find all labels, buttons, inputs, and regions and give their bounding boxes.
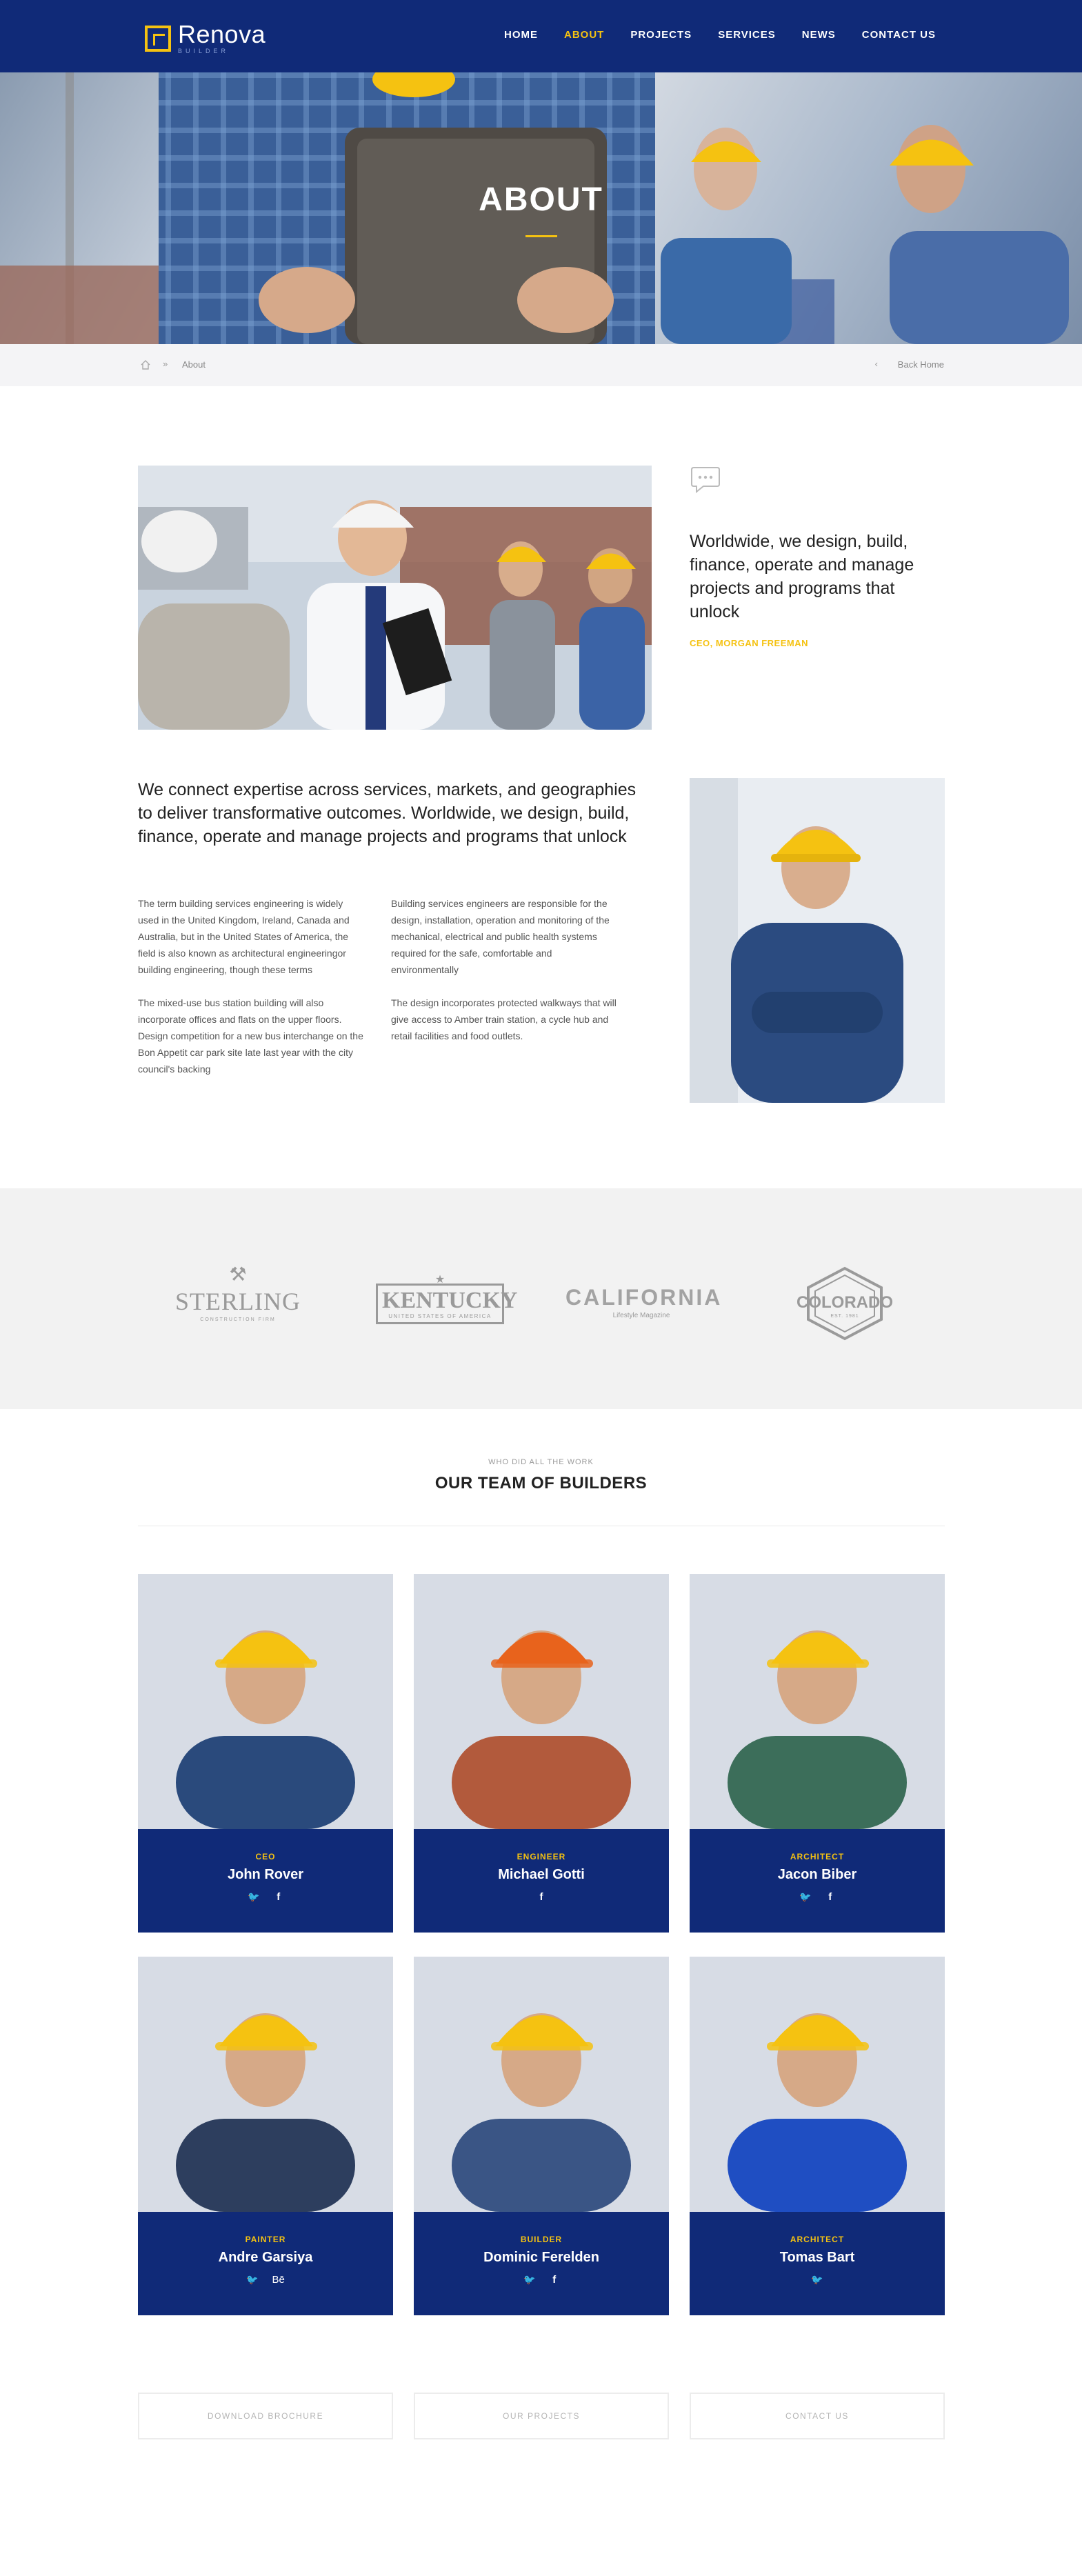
text-column-right: [391, 895, 619, 1061]
download-brochure-button[interactable]: DOWNLOAD BROCHURE: [138, 2393, 393, 2439]
crossed-tools-icon: ⚒: [229, 1264, 247, 1285]
team-member-photo: [690, 1957, 945, 2212]
team-member-photo: [690, 1574, 945, 1829]
brand-logo-sterling[interactable]: [169, 1263, 307, 1322]
paragraph: Building services engineers are responsible for the design, installation, operation and monitoring of the mechanical, electrical and public health systems required for the safe, comfortable and environmentally: [391, 898, 610, 975]
team-card[interactable]: [690, 1957, 945, 2315]
brand-sub: Lifestyle Magazine: [612, 1312, 670, 1319]
main-nav: [504, 29, 936, 41]
nav-projects[interactable]: PROJECTS: [630, 29, 692, 41]
team-member-name: Michael Gotti: [498, 1867, 585, 1882]
twitter-icon[interactable]: 🐦: [246, 2274, 259, 2285]
team-member-info: [414, 1829, 669, 1933]
star-icon: ★: [434, 1274, 445, 1286]
site-header: [0, 0, 1082, 72]
team-member-role: ARCHITECT: [790, 1852, 845, 1861]
nav-about[interactable]: ABOUT: [564, 29, 605, 41]
quote-author: CEO, MORGAN FREEMAN: [690, 638, 808, 648]
nav-home[interactable]: HOME: [504, 29, 538, 41]
breadcrumb: [0, 344, 1082, 386]
section-title: OUR TEAM OF BUILDERS: [434, 1474, 648, 1492]
team-member-info: [138, 1829, 393, 1933]
social-links: [414, 2274, 669, 2286]
brand-sub: UNITED STATES OF AMERICA: [388, 1313, 492, 1319]
team-card[interactable]: [414, 1574, 669, 1933]
team-member-info: [138, 2212, 393, 2315]
page-title: ABOUT: [479, 181, 603, 218]
chevron-left-icon: ‹: [874, 359, 878, 369]
quote-text: Worldwide, we design, build, finance, operate and manage projects and programs that unlock: [690, 532, 914, 621]
lead-paragraph: We connect expertise across services, markets, and geographies to deliver transformative outcomes. Worldwide, we design, build, finance, operate and manage projects and programs that unlock: [138, 780, 637, 846]
social-links: [690, 2274, 945, 2286]
team-member-info: [690, 1829, 945, 1933]
team-member-name: Andre Garsiya: [218, 2250, 313, 2265]
nav-services[interactable]: SERVICES: [718, 29, 776, 41]
paragraph: The design incorporates protected walkways that will give access to Amber train station, a cycle hub and retail facilities and food outlets.: [391, 997, 617, 1041]
brand-logo-kentucky[interactable]: [376, 1274, 518, 1324]
brand-sub: EST. 1981: [830, 1314, 859, 1319]
social-links: [138, 1891, 393, 1903]
client-logos: [0, 1188, 1082, 1409]
logo[interactable]: [145, 22, 266, 54]
team-member-name: Tomas Bart: [779, 2250, 855, 2265]
worker-portrait-photo: [690, 778, 945, 1103]
breadcrumb-separator-icon: »: [163, 359, 168, 369]
title-underline: [525, 235, 557, 237]
team-member-role: ENGINEER: [517, 1852, 566, 1861]
hero-banner: [0, 72, 1082, 344]
brand-sub: CONSTRUCTION FIRM: [200, 1317, 276, 1322]
team-member-photo: [414, 1574, 669, 1829]
team-card[interactable]: [138, 1957, 393, 2315]
behance-icon[interactable]: Bē: [272, 2274, 285, 2286]
paragraph: The term building services engineering is widely used in the United Kingdom, Ireland, Canada and Australia, but in the United States of America, the field is also known as architectural engineeringor building engineering, though these terms: [138, 898, 350, 975]
paragraph: The mixed-use bus station building will also incorporate offices and flats on the upper floors. Design competition for a new bus interchange on the Bon Appetit car park site late last year with the city council's backing: [138, 997, 363, 1075]
back-home-link[interactable]: Back Home: [897, 359, 944, 370]
our-projects-button[interactable]: OUR PROJECTS: [414, 2393, 669, 2439]
nav-news[interactable]: NEWS: [801, 29, 836, 41]
team-card[interactable]: [414, 1957, 669, 2315]
nav-contact-us[interactable]: CONTACT US: [861, 29, 936, 41]
home-icon[interactable]: [140, 359, 151, 370]
team-member-role: CEO: [255, 1852, 276, 1861]
brand-logo-california[interactable]: [565, 1285, 723, 1319]
team-member-info: [690, 2212, 945, 2315]
team-member-role: BUILDER: [520, 2235, 563, 2244]
logo-mark-icon: [145, 26, 171, 52]
team-card[interactable]: [690, 1574, 945, 1933]
logo-tagline: BUILDER: [178, 48, 230, 54]
facebook-icon[interactable]: f: [277, 1891, 281, 1903]
speech-bubble-icon: [690, 463, 721, 495]
facebook-icon[interactable]: f: [552, 2274, 557, 2286]
handshake-photo: [138, 466, 652, 730]
team-card[interactable]: [138, 1574, 393, 1933]
brand-name: CALIFORNIA: [565, 1285, 723, 1310]
team-member-name: John Rover: [227, 1867, 304, 1882]
team-member-name: Jacon Biber: [777, 1867, 857, 1882]
text-column-left: [138, 895, 365, 1094]
contact-us-button[interactable]: CONTACT US: [690, 2393, 945, 2439]
social-links: [690, 1891, 945, 1903]
team-member-name: Dominic Ferelden: [483, 2250, 599, 2265]
brand-logo-colorado[interactable]: [793, 1266, 896, 1341]
social-links: [414, 1891, 669, 1903]
team-member-info: [414, 2212, 669, 2315]
twitter-icon[interactable]: 🐦: [523, 2274, 536, 2285]
breadcrumb-current: About: [182, 359, 206, 370]
team-member-role: ARCHITECT: [790, 2235, 845, 2244]
team-member-photo: [414, 1957, 669, 2212]
social-links: [138, 2274, 393, 2286]
facebook-icon[interactable]: f: [828, 1891, 832, 1903]
logo-name: Renova: [178, 20, 266, 48]
brand-name: KENTUCKY: [382, 1288, 518, 1313]
facebook-icon[interactable]: f: [539, 1891, 543, 1903]
brand-name: COLORADO: [797, 1293, 893, 1312]
twitter-icon[interactable]: 🐦: [799, 1891, 812, 1902]
brand-name: STERLING: [175, 1288, 301, 1315]
twitter-icon[interactable]: 🐦: [248, 1891, 260, 1902]
team-member-photo: [138, 1574, 393, 1829]
twitter-icon[interactable]: 🐦: [811, 2274, 823, 2285]
team-member-photo: [138, 1957, 393, 2212]
team-member-role: PAINTER: [245, 2235, 286, 2244]
section-kicker: WHO DID ALL THE WORK: [488, 1458, 594, 1466]
